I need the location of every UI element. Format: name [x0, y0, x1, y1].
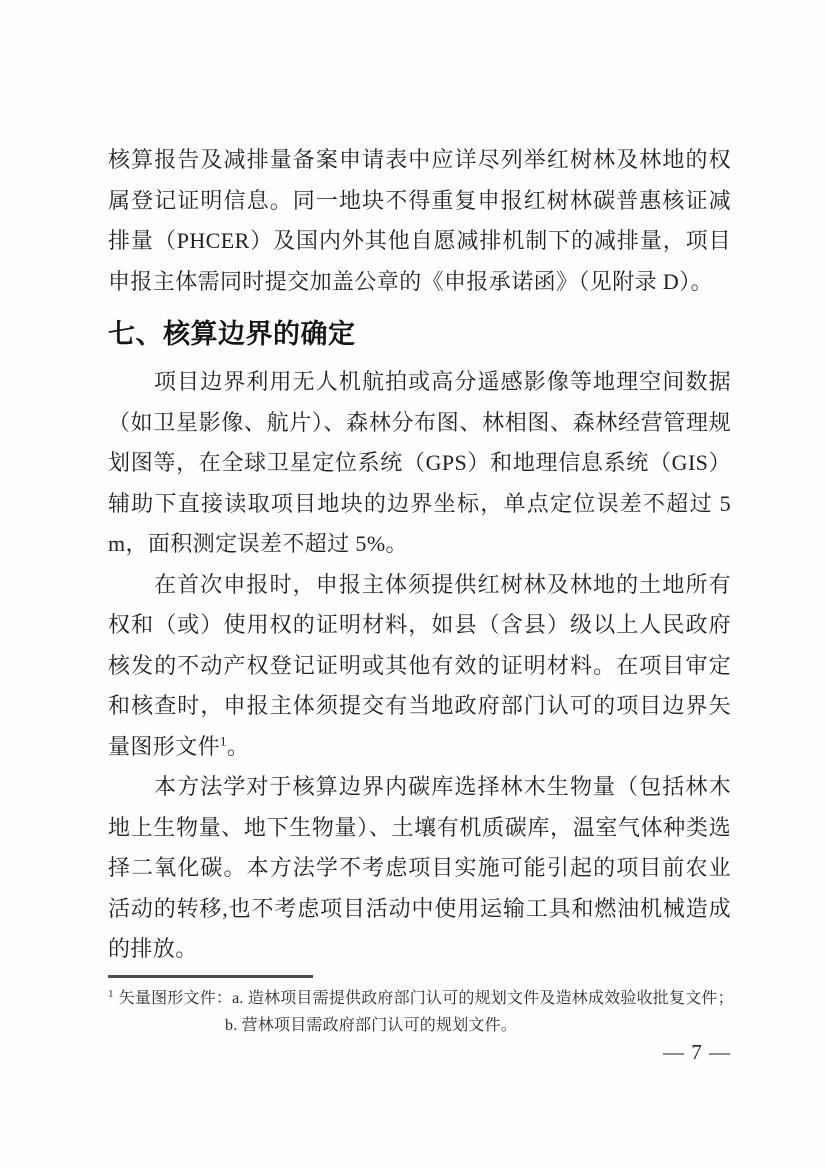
- footnote-divider: [108, 975, 313, 978]
- paragraph-ownership-registration: 核算报告及减排量备案申请表中应详尽列举红树林及林地的权属登记证明信息。同一地块不得重复申报红树林碳普惠核证减排量（PHCER）及国内外其他自愿减排机制下的减排量，项目申报主体需同时提交加盖公章的《申报承诺函》（见附录 D）。: [108, 147, 731, 294]
- footnote-line-a: [108, 985, 734, 1012]
- page-number: — 7 —: [663, 1040, 731, 1064]
- document-body: [108, 140, 731, 970]
- section-heading-accounting-boundary: 七、核算边界的确定: [108, 319, 356, 349]
- paragraph-project-boundary-gps: 项目边界利用无人机航拍或高分遥感影像等地理空间数据（如卫星影像、航片）、森林分布图、林相图、森林经营管理规划图等，在全球卫星定位系统（GPS）和地理信息系统（GIS）辅助下直接读取项目地块的边界坐标，单点定位误差不超过 5 m，面积测定误差不超过 5%。: [108, 369, 731, 556]
- paragraph-text-end: 。: [226, 733, 250, 759]
- footnote-marker: 1: [108, 987, 114, 1000]
- paragraph-carbon-pools-selection: 本方法学对于核算边界内碳库选择林木生物量（包括林木地上生物量、地下生物量）、土壤有机质碳库，温室气体种类选择二氧化碳。本方法学不考虑项目实施可能引起的项目前农业活动的转移,也不考虑项目活动中使用运输工具和燃油机械造成的排放。: [108, 774, 731, 961]
- footnote-label: 矢量图形文件：: [118, 990, 233, 1007]
- paragraph-text: 在首次申报时，申报主体须提供红树林及林地的土地所有权和（或）使用权的证明材料，如县（含县）级以上人民政府核发的不动产权登记证明或其他有效的证明材料。在项目审定和核查时，申报主体须提交有当地政府部门认可的项目边界矢量图形文件: [108, 571, 731, 759]
- footnote-reference: 1: [220, 733, 227, 749]
- footnote-area: [108, 975, 734, 1039]
- footnote-item-a: a. 造林项目需提供政府部门认可的规划文件及造林成效验收批复文件；: [232, 990, 734, 1007]
- footnote-item-b: b. 营林项目需政府部门认可的规划文件。: [225, 1017, 518, 1034]
- footnote: [108, 985, 734, 1039]
- paragraph-first-application-proof: [108, 565, 731, 768]
